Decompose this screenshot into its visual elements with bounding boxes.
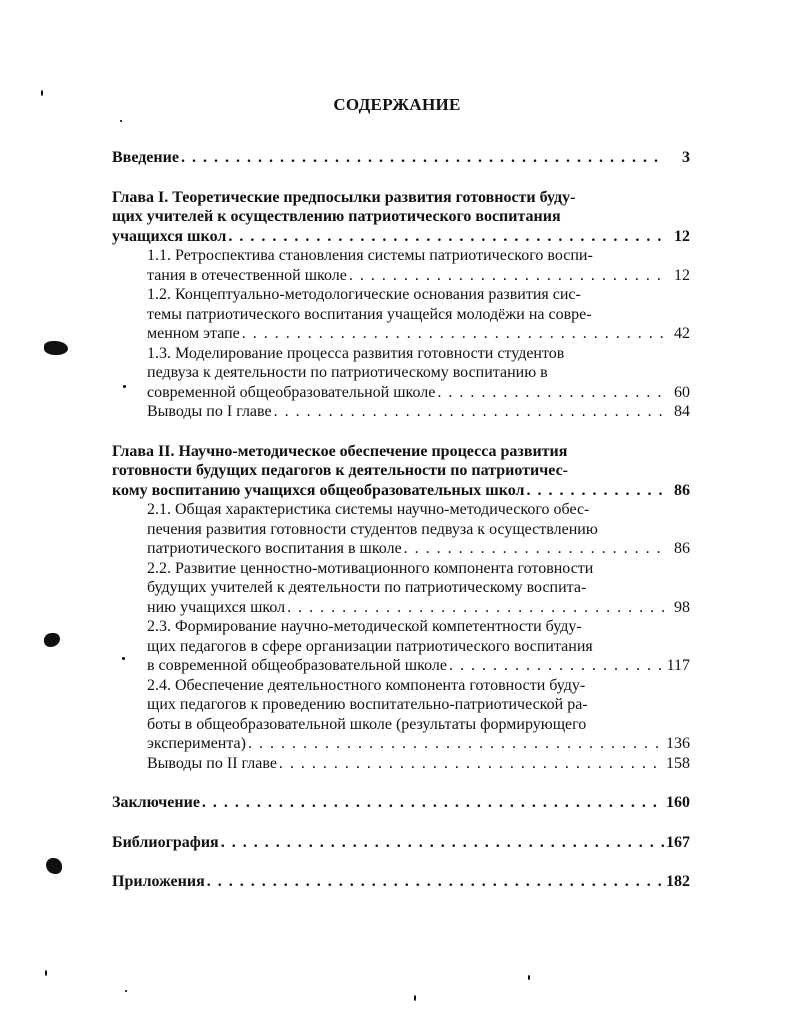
toc-entry-line: 1.3. Моделирование процесса развития готовности студентов	[147, 344, 565, 362]
toc-entry-label: патриотического воспитания в школе	[147, 540, 402, 557]
toc-entry-label: Заключение	[112, 794, 200, 811]
toc-entry-label: Приложения	[112, 873, 205, 890]
toc-entry-line: готовности будущих педагогов к деятельности по патриотичес-	[112, 462, 569, 479]
toc-entry-line: 2.3. Формирование научно-методической компетентности буду-	[147, 618, 582, 635]
scan-speck	[414, 995, 416, 1001]
scan-speck	[120, 120, 122, 122]
toc-entry-introduction[interactable]	[112, 148, 690, 168]
toc-entry-line: печения развития готовности студентов педвуза к осуществлению	[147, 520, 598, 538]
toc-entry-line: Глава I. Теоретические предпосылки развития готовности буду-	[112, 188, 576, 206]
page-number: 3	[682, 149, 690, 166]
toc-entry-chapter-1[interactable]	[112, 188, 690, 247]
toc-entry-conclusion[interactable]	[112, 793, 690, 813]
scan-speck	[41, 90, 43, 96]
page-number: 60	[674, 383, 690, 401]
toc-entry-label: Выводы по II главе	[147, 754, 277, 772]
toc-entry-2-4[interactable]	[147, 676, 690, 754]
page-number: 167	[666, 833, 690, 851]
toc-entry-label: Библиография	[112, 833, 219, 851]
scan-blot	[44, 633, 60, 647]
toc-entry-line: темы патриотического воспитания учащейся молодёжи на совре-	[147, 305, 592, 323]
dot-leader	[242, 324, 664, 344]
toc-entry-label: кому воспитанию учащихся общеобразовательных школ	[112, 481, 525, 499]
toc-entry-line: педвуза к деятельности по патриотическому воспитанию в	[147, 364, 548, 381]
dot-leader	[279, 754, 664, 774]
toc-entry-label: менном этапе	[147, 325, 240, 342]
page-number: 158	[666, 754, 690, 772]
toc-entry-line: 2.2. Развитие ценностно-мотивационного компонента готовности	[147, 559, 594, 577]
toc-entry-label: современной общеобразовательной школе	[147, 383, 436, 401]
page-number: 182	[666, 873, 690, 890]
scan-speck	[45, 970, 47, 976]
dot-leader	[248, 734, 664, 754]
scan-speck	[123, 385, 126, 388]
toc-entry-label: в современной общеобразовательной школе	[147, 657, 447, 674]
toc-entry-1-3[interactable]	[147, 344, 690, 403]
toc-entry-2-2[interactable]	[147, 559, 690, 618]
toc-entry-1-2[interactable]	[147, 285, 690, 344]
toc-entry-label: учащихся школ	[112, 227, 227, 245]
toc-entry-label: эксперимента)	[147, 735, 246, 752]
toc-entry-line: боты в общеобразовательной школе (результаты формирующего	[147, 715, 587, 733]
toc-entry-label: тания в отечественной школе	[147, 266, 347, 284]
toc-entry-bibliography[interactable]	[112, 833, 690, 853]
dot-leader	[181, 148, 664, 168]
page-title: СОДЕРЖАНИЕ	[333, 95, 461, 114]
page-number: 12	[674, 266, 690, 284]
page-number: 98	[674, 598, 690, 616]
page-number: 136	[666, 735, 690, 752]
page-number: 160	[666, 794, 690, 811]
dot-leader	[437, 383, 664, 403]
page-number: 12	[674, 227, 690, 245]
scan-speck	[528, 975, 530, 980]
scan-speck	[122, 657, 125, 660]
page-number: 86	[674, 540, 690, 557]
toc-entry-line: 1.2. Концептуально-методологические основания развития сис-	[147, 286, 581, 303]
toc-entry-line: 1.1. Ретроспектива становления системы патриотического воспи-	[147, 247, 593, 264]
dot-leader	[349, 266, 664, 286]
scan-speck	[125, 990, 127, 992]
toc-entry-label: Введение	[112, 149, 179, 166]
table-of-contents	[112, 148, 690, 892]
toc-entry-2-3[interactable]	[147, 617, 690, 676]
dot-leader	[221, 833, 664, 853]
toc-entry-label: нию учащихся школ	[147, 598, 286, 616]
dot-leader	[404, 539, 664, 559]
toc-entry-appendices[interactable]	[112, 872, 690, 892]
toc-entry-line: будущих учителей к деятельности по патриотическому воспита-	[147, 579, 587, 596]
scan-blot	[44, 341, 68, 355]
dot-leader	[449, 656, 664, 676]
page-number: 117	[666, 657, 690, 674]
scan-blot	[46, 858, 62, 874]
toc-entry-2-1[interactable]	[147, 500, 690, 559]
toc-entry-line: щих педагогов в сфере организации патриотического воспитания	[147, 637, 593, 655]
dot-leader	[228, 227, 664, 247]
toc-entry-label: Выводы по I главе	[147, 403, 272, 420]
toc-entry-line: щих педагогов к проведению воспитательно-патриотической ра-	[147, 696, 588, 713]
page-number: 86	[674, 481, 690, 499]
toc-entry-line: 2.4. Обеспечение деятельностного компонента готовности буду-	[147, 676, 586, 694]
toc-entry-line: щих учителей к осуществлению патриотического воспитания	[112, 208, 561, 225]
toc-entry-1-1[interactable]	[147, 246, 690, 285]
dot-leader	[274, 402, 664, 422]
toc-entry-line: Глава II. Научно-методическое обеспечение процесса развития	[112, 442, 568, 460]
page-number: 42	[674, 325, 690, 342]
dot-leader	[202, 793, 664, 813]
toc-entry-line: 2.1. Общая характеристика системы научно-методического обес-	[147, 501, 590, 518]
toc-entry-conclusions-2[interactable]	[147, 754, 690, 774]
dot-leader	[287, 598, 664, 618]
dot-leader	[207, 872, 664, 892]
toc-entry-chapter-2[interactable]	[112, 442, 690, 501]
dot-leader	[527, 481, 665, 501]
toc-entry-conclusions-1[interactable]	[147, 402, 690, 422]
page-number: 84	[674, 403, 690, 420]
